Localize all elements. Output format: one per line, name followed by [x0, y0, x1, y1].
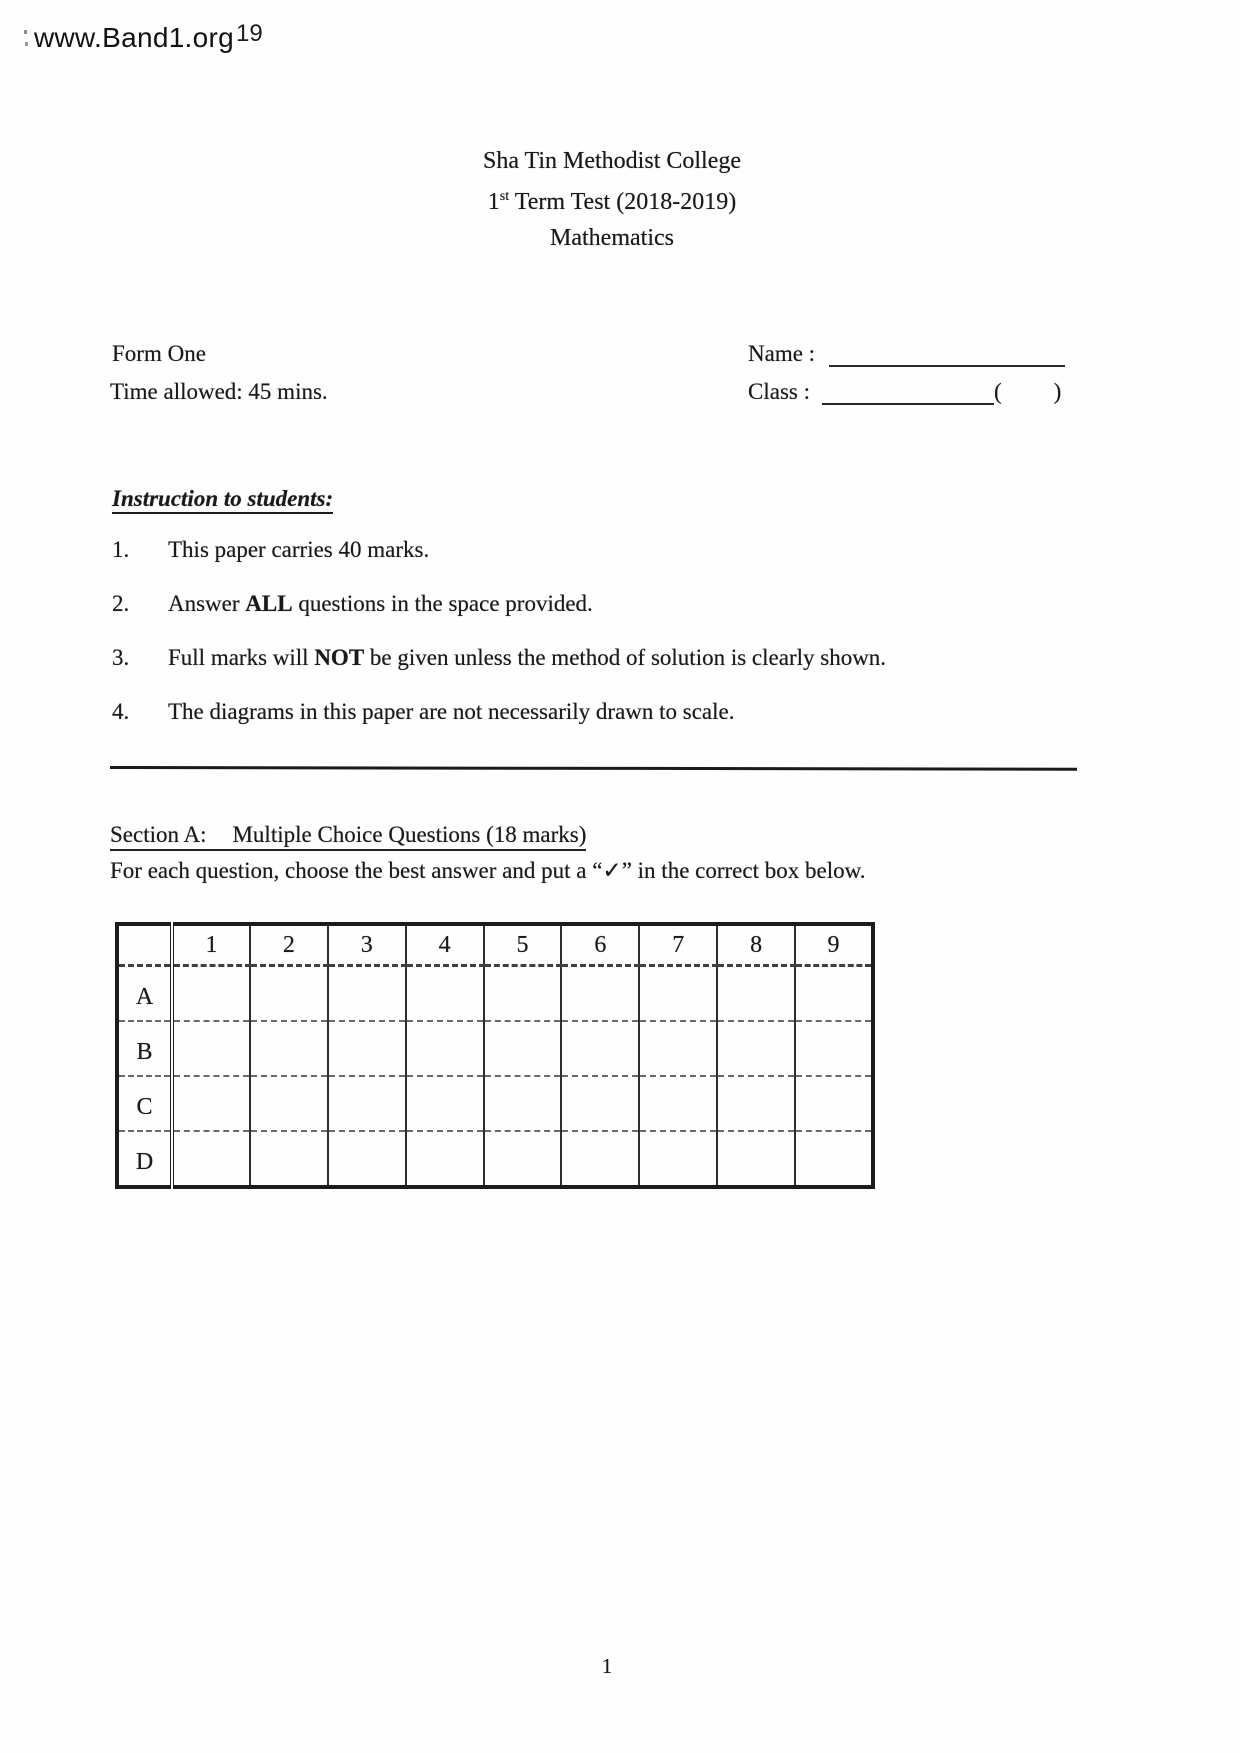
class-field — [748, 379, 1061, 405]
class-label: Class : — [748, 379, 810, 404]
answer-cell — [250, 1076, 328, 1131]
item-text: This paper carries 40 marks. — [168, 537, 430, 562]
answer-cell — [250, 1021, 328, 1076]
class-paren-open: ( — [993, 379, 1002, 404]
section-a-title: Multiple Choice Questions (18 marks) — [232, 822, 587, 847]
class-blank-line — [822, 379, 994, 405]
answer-cell — [795, 1076, 873, 1131]
answer-cell — [406, 966, 484, 1022]
answer-cell — [639, 1131, 717, 1187]
answer-cell — [328, 1021, 406, 1076]
section-a-heading — [110, 822, 586, 848]
instruction-item-4 — [112, 699, 1032, 725]
instruction-item-2 — [112, 591, 1032, 617]
answer-cell — [484, 1131, 562, 1187]
option-row-header: B — [117, 1021, 172, 1076]
answer-cell — [717, 1131, 795, 1187]
question-col-header: 7 — [639, 924, 717, 966]
name-label: Name : — [748, 341, 816, 366]
answer-cell — [561, 1131, 639, 1187]
answer-cell — [172, 966, 250, 1022]
answer-cell — [795, 966, 873, 1022]
answer-cell — [328, 1076, 406, 1131]
answer-cell — [717, 1076, 795, 1131]
scan-artifact — [24, 30, 27, 34]
instructions-heading: Instruction to students: — [112, 486, 333, 512]
answer-cell — [561, 966, 639, 1022]
answer-cell — [717, 966, 795, 1022]
horizontal-divider — [110, 766, 1077, 771]
answer-cell — [484, 966, 562, 1022]
class-paren-close: ) — [1053, 379, 1062, 404]
answer-cell — [717, 1021, 795, 1076]
question-col-header: 3 — [328, 924, 406, 966]
answer-cell — [561, 1076, 639, 1131]
question-col-header: 6 — [561, 924, 639, 966]
section-a-instruction: For each question, choose the best answer and put a “✓” in the correct box below. — [110, 858, 866, 883]
option-row-header: A — [117, 966, 172, 1022]
option-row-header: D — [117, 1131, 172, 1187]
question-col-header: 5 — [484, 924, 562, 966]
answer-cell — [172, 1021, 250, 1076]
answer-cell — [484, 1021, 562, 1076]
item-number: 3. — [112, 645, 130, 670]
answer-cell — [639, 966, 717, 1022]
answer-cell — [406, 1076, 484, 1131]
instruction-item-3 — [112, 645, 1032, 671]
question-col-header: 1 — [172, 924, 250, 966]
answer-row-D — [117, 1131, 873, 1187]
answer-grid-table — [115, 922, 875, 1189]
item-number: 4. — [112, 699, 130, 724]
answer-cell — [639, 1021, 717, 1076]
name-blank-line — [829, 341, 1065, 367]
page-number: 1 — [601, 1654, 613, 1678]
answer-cell — [406, 1131, 484, 1187]
answer-cell — [639, 1076, 717, 1131]
answer-cell — [172, 1076, 250, 1131]
answer-cell — [795, 1021, 873, 1076]
answer-cell — [250, 1131, 328, 1187]
answer-cell — [328, 966, 406, 1022]
answer-cell — [172, 1131, 250, 1187]
instruction-item-1 — [112, 537, 1032, 563]
item-number: 2. — [112, 591, 130, 616]
answer-grid — [115, 922, 875, 1189]
item-text: The diagrams in this paper are not necessarily drawn to scale. — [168, 699, 735, 724]
subject-name: Mathematics — [550, 225, 674, 251]
answer-row-B — [117, 1021, 873, 1076]
corner-cell — [117, 924, 172, 966]
watermark-page-number: 19 — [236, 20, 263, 47]
question-col-header: 9 — [795, 924, 873, 966]
question-col-header: 4 — [406, 924, 484, 966]
answer-cell — [561, 1021, 639, 1076]
answer-cell — [328, 1131, 406, 1187]
item-number: 1. — [112, 537, 130, 562]
school-name: Sha Tin Methodist College — [482, 148, 742, 174]
watermark-site-text: www.Band1.org — [34, 22, 235, 53]
answer-row-C — [117, 1076, 873, 1131]
question-col-header: 2 — [250, 924, 328, 966]
answer-cell — [250, 966, 328, 1022]
ordinal-suffix: st — [499, 189, 510, 204]
answer-cell — [484, 1076, 562, 1131]
section-a-label: Section A: — [110, 822, 207, 847]
answer-cell — [406, 1021, 484, 1076]
form-label: Form One — [112, 341, 206, 366]
title-block — [0, 143, 1224, 256]
question-col-header: 8 — [717, 924, 795, 966]
test-title: 1st Term Test (2018-2019) — [487, 189, 737, 215]
item-text: Answer ALL questions in the space provided. — [168, 591, 593, 616]
answer-row-A — [117, 966, 873, 1022]
name-field — [748, 341, 1065, 367]
answer-grid-header-row — [117, 924, 873, 966]
option-row-header: C — [117, 1076, 172, 1131]
item-text: Full marks will NOT be given unless the method of solution is clearly shown. — [168, 645, 887, 670]
answer-cell — [795, 1131, 873, 1187]
time-allowed-label: Time allowed: 45 mins. — [110, 379, 328, 404]
